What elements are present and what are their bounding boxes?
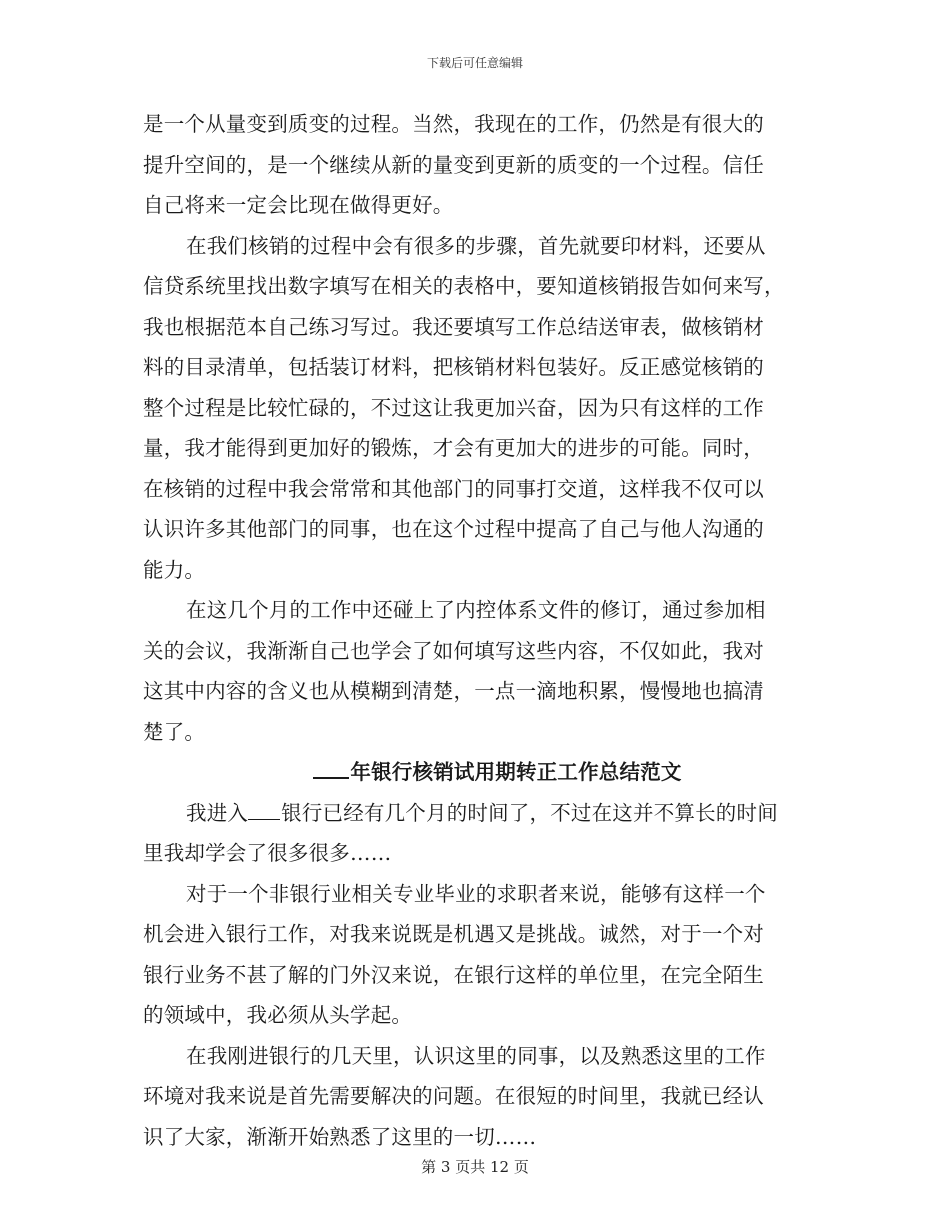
text-line: 楚了。 <box>143 719 206 744</box>
text-line: 是一个从量变到质变的过程。当然，我现在的工作，仍然是有很大的 <box>143 112 764 136</box>
text-line: 信贷系统里找出数字填写在相关的表格中，要知道核销报告如何来写， <box>143 274 785 298</box>
text-line: 在我刚进银行的几天里，认识这里的同事，以及熟悉这里的工作 <box>186 1043 766 1068</box>
text-line: 量，我才能得到更加好的锻炼，才会有更加大的进步的可能。同时， <box>143 436 764 460</box>
text-line: 能力。 <box>143 557 206 582</box>
text-fragment: 我进入 <box>186 800 249 825</box>
text-fragment: 银行已经有几个月的时间了，不过在这并不算长的时间 <box>281 800 778 825</box>
fill-in-blank <box>313 755 349 779</box>
text-line: 认识许多其他部门的同事，也在这个过程中提高了自己与他人沟通的 <box>143 517 764 541</box>
text-line: 关的会议，我渐渐自己也学会了如何填写这些内容，不仅如此，我对 <box>143 638 764 663</box>
text-line: 的领域中，我必须从头学起。 <box>143 1003 413 1027</box>
text-line: 我也根据范本自己练习写过。我还要填写工作总结送审表，做核销材 <box>143 314 764 339</box>
text-line: 在我们核销的过程中会有很多的步骤，首先就要印材料，还要从 <box>186 233 766 258</box>
section-title <box>143 752 809 793</box>
section-title-text: 年银行核销试用期转正工作总结范文 <box>350 760 682 784</box>
text-line <box>143 793 809 834</box>
text-line: 提升空间的，是一个继续从新的量变到更新的质变的一个过程。信任 <box>143 152 764 177</box>
text-line: 识了大家，渐渐开始熟悉了这里的一切…… <box>143 1124 537 1149</box>
text-line: 这其中内容的含义也从模糊到清楚，一点一滴地积累，慢慢地也搞清 <box>143 679 764 703</box>
text-line: 机会进入银行工作，对我来说既是机遇又是挑战。诚然，对于一个对 <box>143 922 764 946</box>
text-line: 在这几个月的工作中还碰上了内控体系文件的修订，通过参加相 <box>186 598 766 622</box>
text-line: 银行业务不甚了解的门外汉来说，在银行这样的单位里，在完全陌生 <box>143 962 764 987</box>
text-line: 环境对我来说是首先需要解决的问题。在很短的时间里，我就已经认 <box>143 1084 764 1108</box>
text-line: 里我却学会了很多很多…… <box>143 841 392 865</box>
fill-in-blank <box>248 797 280 820</box>
text-line: 料的目录清单，包括装订材料，把核销材料包装好。反正感觉核销的 <box>143 355 764 379</box>
text-line: 整个过程是比较忙碌的，不过这让我更加兴奋，因为只有这样的工作 <box>143 395 764 420</box>
page-header: 下载后可任意编辑 <box>426 56 523 70</box>
text-line: 对于一个非银行业相关专业毕业的求职者来说，能够有这样一个 <box>186 881 766 906</box>
document-body <box>143 104 809 1157</box>
text-line: 在核销的过程中我会常常和其他部门的同事打交道，这样我不仅可以 <box>143 476 764 501</box>
text-line: 自己将来一定会比现在做得更好。 <box>143 193 454 217</box>
page-footer: 第 3 页共 12 页 <box>421 1158 529 1176</box>
